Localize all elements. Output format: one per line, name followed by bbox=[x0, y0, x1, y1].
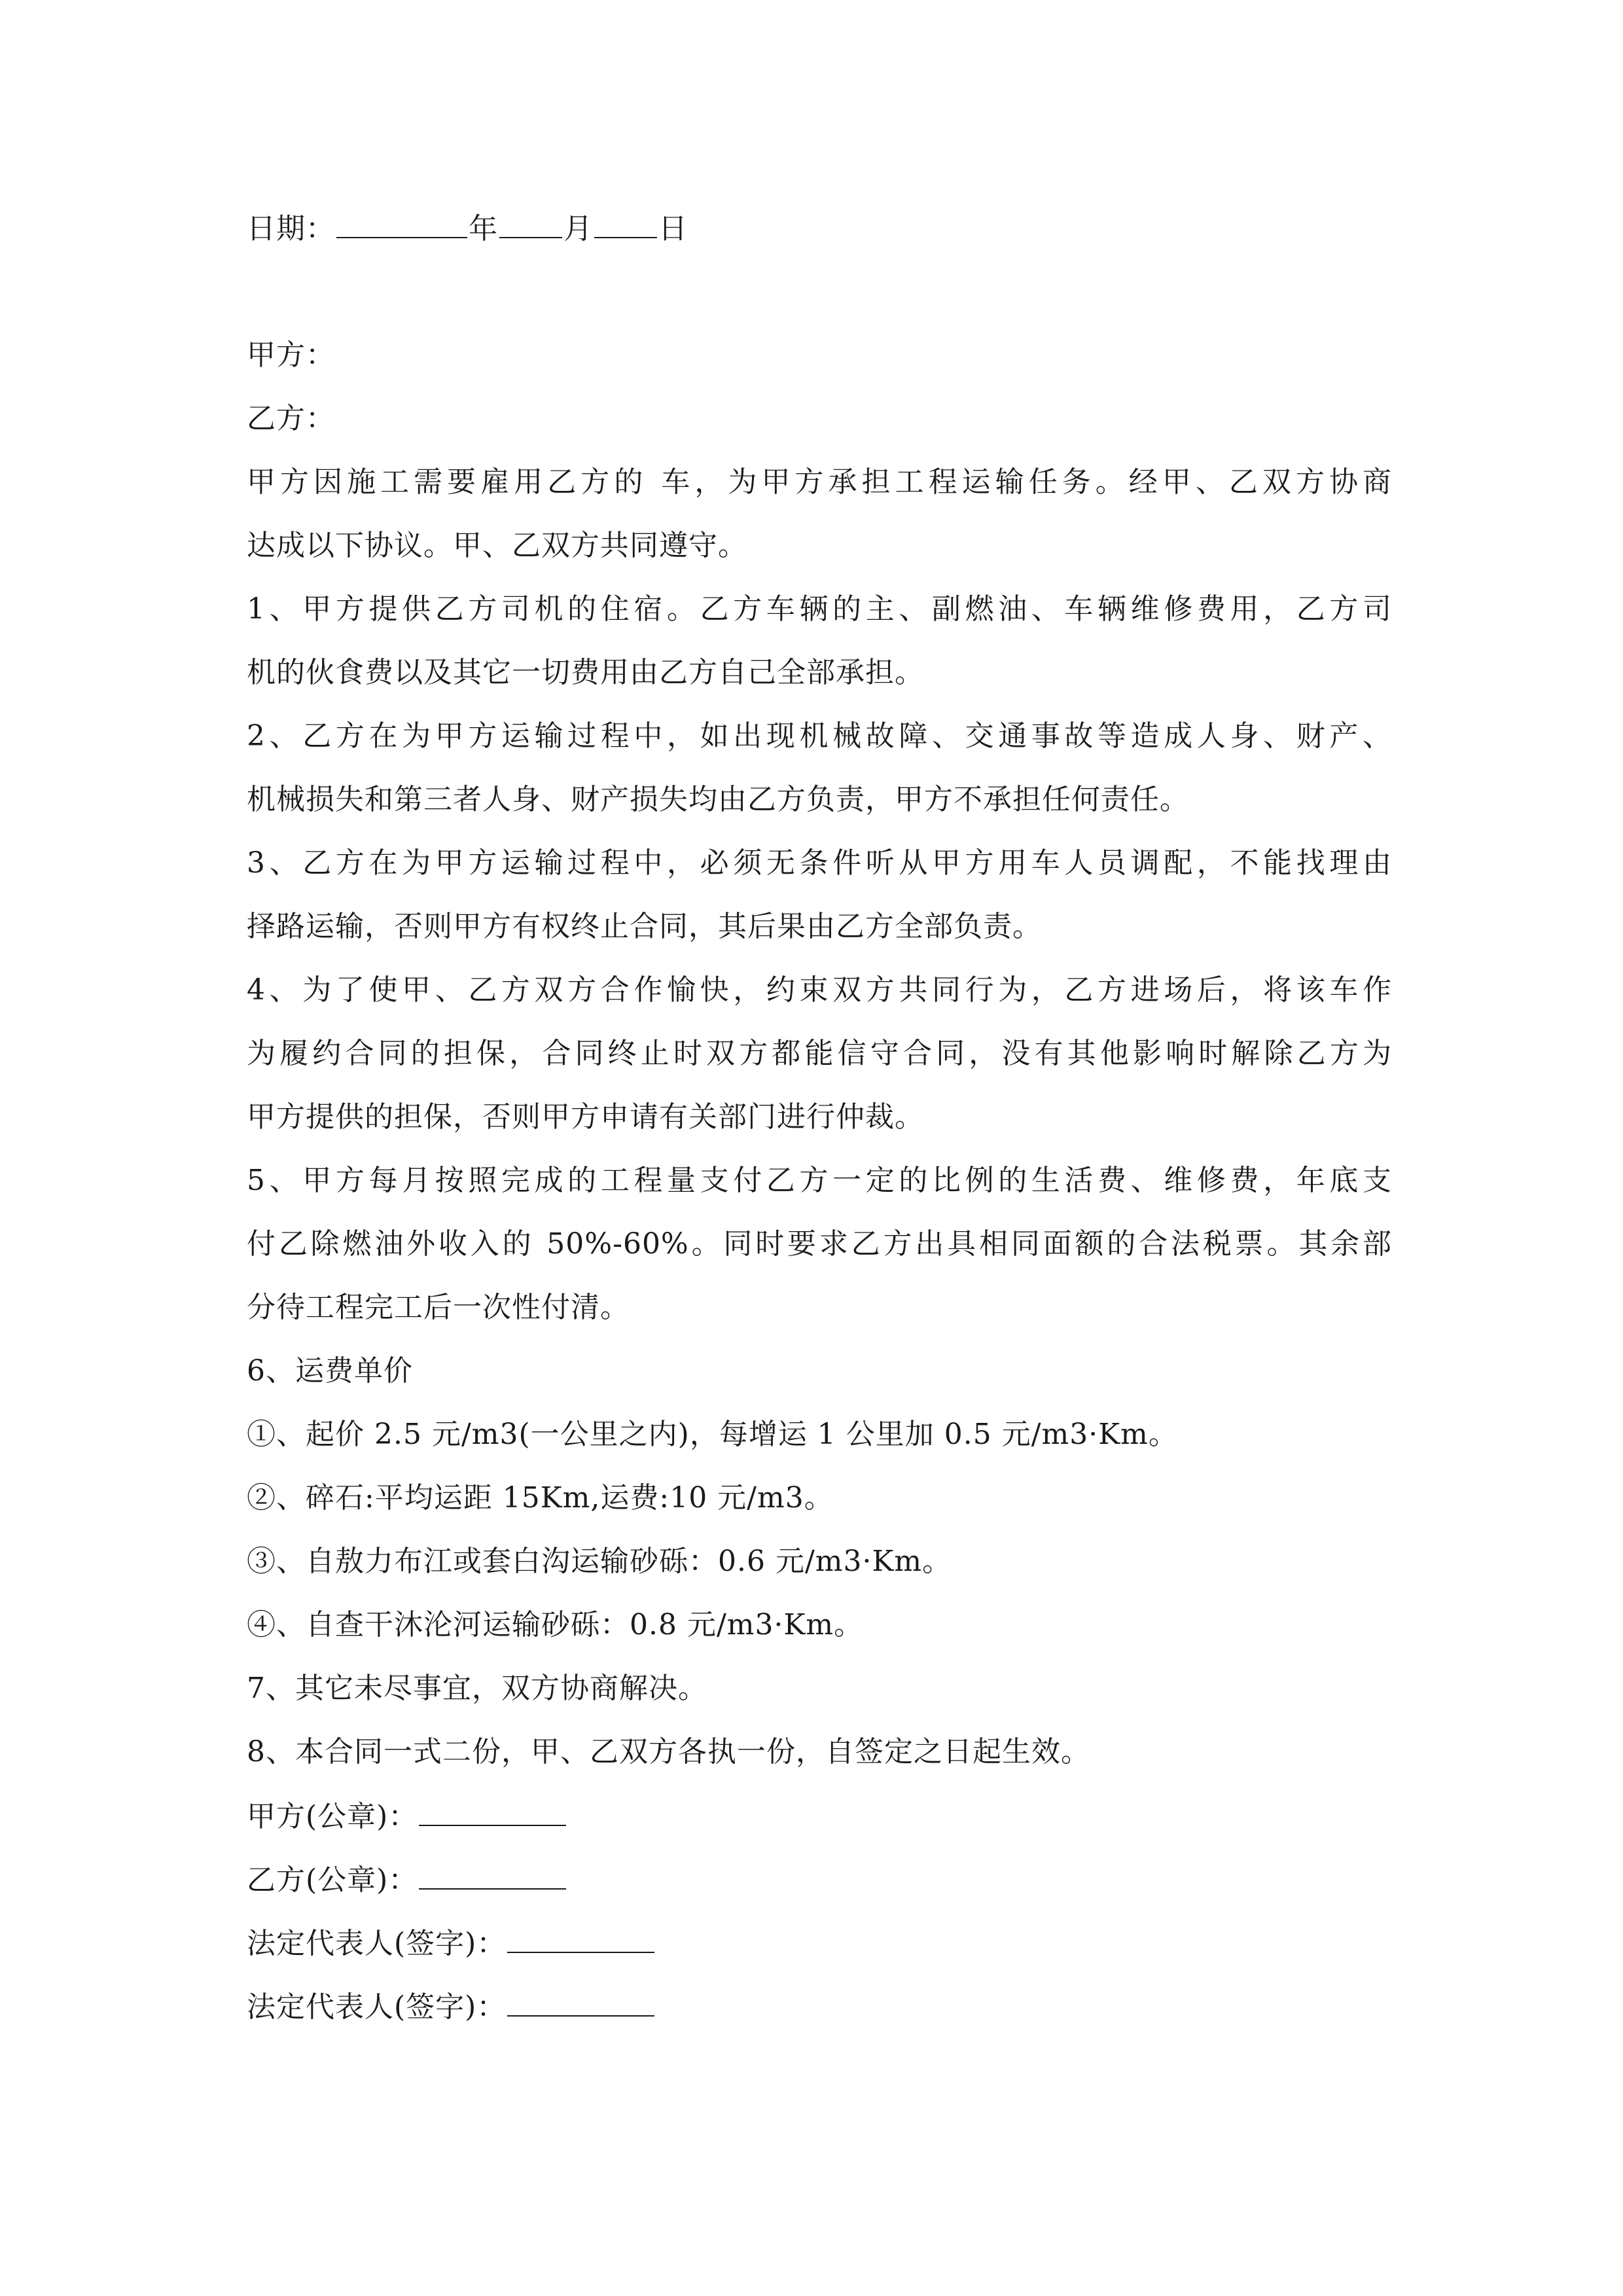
legal-rep-2-line bbox=[247, 1986, 1392, 2026]
clause-3-line-1: 3、乙方在为甲方运输过程中，必须无条件听从甲方用车人员调配，不能找理由 bbox=[247, 846, 1392, 880]
legal-rep-1-line bbox=[247, 1923, 1392, 1962]
party-b-seal-label: 乙方(公章)： bbox=[247, 1863, 418, 1897]
legal-rep-2-blank bbox=[507, 1986, 654, 2017]
clause-1-line-2: 机的伙食费以及其它一切费用由乙方自己全部承担。 bbox=[247, 656, 924, 689]
clause-6-item-4: ④、自查干沐沦河运输砂砾：0.8 元/m3·Km。 bbox=[247, 1608, 864, 1641]
clause-4-line-2: 为履约合同的担保，合同终止时双方都能信守合同，没有其他影响时解除乙方为 bbox=[247, 1037, 1392, 1070]
party-a-seal-blank bbox=[419, 1796, 566, 1826]
month-suffix: 月 bbox=[563, 212, 593, 245]
party-a-seal-line bbox=[247, 1796, 1392, 1835]
clause-6-title: 6、运费单价 bbox=[247, 1354, 413, 1388]
party-a-line: 甲方： bbox=[247, 338, 335, 372]
year-suffix: 年 bbox=[469, 212, 498, 245]
clause-3-line-2: 择路运输，否则甲方有权终止合同，其后果由乙方全部负责。 bbox=[247, 910, 1042, 943]
clause-1-line-1: 1、甲方提供乙方司机的住宿。乙方车辆的主、副燃油、车辆维修费用，乙方司 bbox=[247, 592, 1392, 626]
party-a-seal-label: 甲方(公章)： bbox=[247, 1800, 418, 1833]
clause-5-line-3: 分待工程完工后一次性付清。 bbox=[247, 1291, 630, 1324]
clause-6-item-3: ③、自敖力布江或套白沟运输砂砾：0.6 元/m3·Km。 bbox=[247, 1545, 952, 1578]
intro-line-1: 甲方因施工需要雇用乙方的 车，为甲方承担工程运输任务。经甲、乙双方协商 bbox=[247, 465, 1392, 499]
legal-rep-1-label: 法定代表人(签字)： bbox=[247, 1927, 507, 1960]
year-blank bbox=[336, 208, 467, 238]
day-suffix: 日 bbox=[658, 212, 688, 245]
month-blank bbox=[499, 208, 562, 238]
clause-6-item-2: ②、碎石:平均运距 15Km,运费:10 元/m3。 bbox=[247, 1481, 834, 1515]
clause-2-line-1: 2、乙方在为甲方运输过程中，如出现机械故障、交通事故等造成人身、财产、 bbox=[247, 719, 1392, 753]
clause-6-item-1: ①、起价 2.5 元/m3(一公里之内)，每增运 1 公里加 0.5 元/m3·Km。 bbox=[247, 1418, 1178, 1451]
legal-rep-2-label: 法定代表人(签字)： bbox=[247, 1990, 507, 2024]
date-label: 日期： bbox=[247, 212, 335, 245]
party-b-line: 乙方： bbox=[247, 402, 335, 435]
clause-5-line-1: 5、甲方每月按照完成的工程量支付乙方一定的比例的生活费、维修费，年底支 bbox=[247, 1164, 1392, 1197]
date-line bbox=[247, 208, 1392, 247]
clause-7: 7、其它未尽事宜，双方协商解决。 bbox=[247, 1672, 707, 1705]
clause-8: 8、本合同一式二份，甲、乙双方各执一份，自签定之日起生效。 bbox=[247, 1735, 1090, 1768]
day-blank bbox=[594, 208, 657, 238]
clause-5-line-2: 付乙除燃油外收入的 50%-60%。同时要求乙方出具相同面额的合法税票。其余部 bbox=[247, 1227, 1392, 1261]
intro-line-2: 达成以下协议。甲、乙双方共同遵守。 bbox=[247, 529, 747, 562]
party-b-seal-line bbox=[247, 1859, 1392, 1899]
legal-rep-1-blank bbox=[507, 1923, 654, 1953]
clause-4-line-3: 甲方提供的担保，否则甲方申请有关部门进行仲裁。 bbox=[247, 1100, 924, 1134]
party-b-seal-blank bbox=[419, 1859, 566, 1890]
clause-2-line-2: 机械损失和第三者人身、财产损失均由乙方负责，甲方不承担任何责任。 bbox=[247, 783, 1189, 816]
clause-4-line-1: 4、为了使甲、乙方双方合作愉快，约束双方共同行为，乙方进场后，将该车作 bbox=[247, 973, 1392, 1007]
